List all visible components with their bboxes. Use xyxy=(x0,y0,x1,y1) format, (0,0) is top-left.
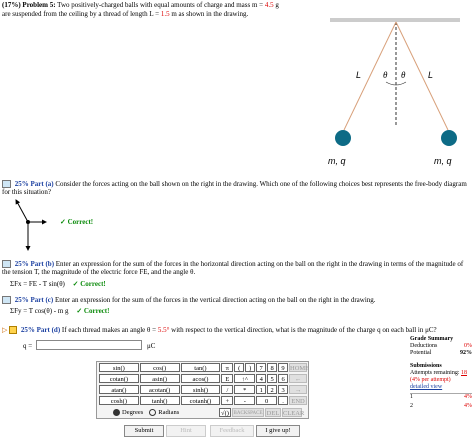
problem-statement xyxy=(2,1,472,19)
key-divide[interactable]: / xyxy=(221,385,233,394)
attempts-row xyxy=(410,370,472,377)
charge-input[interactable] xyxy=(36,340,142,350)
key-plus[interactable]: + xyxy=(221,396,233,405)
submissions-title: Submissions xyxy=(410,363,442,369)
part-a-status: ✓ Correct! xyxy=(60,218,94,226)
keypad-row-5 xyxy=(97,407,308,417)
length-value: 1.5 xyxy=(160,10,170,18)
key-decimal[interactable]: . xyxy=(278,396,288,405)
submission-row xyxy=(410,403,472,410)
key-asin[interactable]: asin() xyxy=(140,374,180,383)
label-theta-right: θ xyxy=(401,70,406,80)
part-a-header: 25% Part (a) xyxy=(14,180,54,188)
keypad-row-1 xyxy=(97,363,308,373)
charge-unit: μC xyxy=(147,342,156,350)
key-cotanh[interactable]: cotanh() xyxy=(181,396,221,405)
part-c-answer: ΣFy = T cos(θ) - m g xyxy=(10,307,69,315)
key-acotan[interactable]: acotan() xyxy=(140,385,180,394)
left-thread xyxy=(344,22,396,130)
key-open-paren[interactable]: ( xyxy=(234,363,244,372)
give-up-button[interactable]: I give up! xyxy=(256,425,300,437)
key-2[interactable]: 2 xyxy=(267,385,277,394)
part-b-answer: ΣFx = FE - T sin(θ) xyxy=(10,280,65,288)
key-power[interactable]: ↑^ xyxy=(234,374,255,383)
key-left-arrow[interactable]: ← xyxy=(289,374,307,383)
part-a-checkbox-icon[interactable] xyxy=(2,180,11,188)
part-b-text: Enter an expression for the sum of the forces in the horizontal direction acting on the ball on the right in the drawing in terms of the magnitude of the tension T, the magnitude of the electric force FE, and the angle θ. xyxy=(2,260,464,277)
key-home[interactable]: HOME xyxy=(290,365,310,372)
key-right-arrow[interactable]: → xyxy=(289,385,307,394)
label-mq-left: m, q xyxy=(328,156,346,166)
right-ball xyxy=(441,130,457,146)
key-multiply[interactable]: * xyxy=(234,385,255,394)
part-c-status: ✓ Correct! xyxy=(76,307,110,315)
key-atan[interactable]: atan() xyxy=(99,385,139,394)
submission-number: 2 xyxy=(410,403,413,409)
deductions-label: Deductions xyxy=(410,343,438,349)
part-b-checkbox-icon[interactable] xyxy=(2,260,11,268)
part-b-answer-row xyxy=(10,280,106,288)
key-cos[interactable]: cos() xyxy=(140,363,180,372)
grade-summary-title: Grade Summary xyxy=(410,336,454,342)
key-sqrt[interactable]: √() xyxy=(219,408,231,417)
problem-label: Problem 5: xyxy=(22,1,56,9)
part-d-header: 25% Part (d) xyxy=(20,326,61,334)
key-del[interactable]: DEL xyxy=(266,409,280,417)
problem-percent: (17%) xyxy=(2,1,21,9)
label-mq-right: m, q xyxy=(434,156,452,166)
degrees-radio[interactable] xyxy=(113,409,120,416)
part-c xyxy=(2,296,472,304)
detailed-view-link[interactable]: detailed view xyxy=(410,384,443,390)
key-3[interactable]: 3 xyxy=(278,385,288,394)
part-d xyxy=(2,326,472,334)
part-b xyxy=(2,260,472,276)
part-a xyxy=(2,180,472,196)
part-c-checkbox-icon[interactable] xyxy=(2,296,11,304)
label-L-left: L xyxy=(356,70,362,80)
attempts-value: 18 xyxy=(461,370,467,376)
charge-label: q = xyxy=(23,342,33,350)
key-tan[interactable]: tan() xyxy=(181,363,221,372)
keypad-row-2 xyxy=(97,374,308,384)
key-1[interactable]: 1 xyxy=(256,385,266,394)
submission-row xyxy=(410,394,472,401)
part-a-text: Consider the forces acting on the ball shown on the right in the drawing. Which one of the following choices best represents the free-body diagram for this situation? xyxy=(2,180,467,197)
key-4[interactable]: 4 xyxy=(256,374,266,383)
part-b-status: ✓ Correct! xyxy=(72,280,106,288)
fbd-ball xyxy=(26,220,30,224)
key-end[interactable]: END xyxy=(289,396,307,405)
angle-mode-group xyxy=(99,409,219,416)
deductions-value: 0% xyxy=(464,343,472,349)
key-8[interactable]: 8 xyxy=(267,363,277,372)
key-minus[interactable]: - xyxy=(234,396,255,405)
left-ball xyxy=(335,130,351,146)
attempts-label: Attempts remaining: xyxy=(410,370,460,376)
potential-label: Potential xyxy=(410,350,432,356)
deductions-row xyxy=(410,343,472,350)
fbd-tension-arrow xyxy=(16,200,28,222)
key-clear[interactable]: CLEAR xyxy=(283,409,305,417)
key-close-paren[interactable]: ) xyxy=(245,363,255,372)
potential-row xyxy=(410,350,472,357)
key-7[interactable]: 7 xyxy=(256,363,266,372)
part-b-header: 25% Part (b) xyxy=(14,260,55,268)
pendulum-figure xyxy=(300,18,474,176)
part-d-text-b: with respect to the vertical direction, what is the magnitude of the charge q on each ball in μC? xyxy=(169,326,437,334)
key-sinh[interactable]: sinh() xyxy=(181,385,221,394)
submission-deduction: 4% xyxy=(464,403,472,409)
key-sin[interactable]: sin() xyxy=(99,363,139,372)
key-6[interactable]: 6 xyxy=(278,374,288,383)
key-cotan[interactable]: cotan() xyxy=(99,374,139,383)
hint-button[interactable]: Hint xyxy=(166,425,206,437)
grade-summary xyxy=(410,336,472,410)
potential-value: 92% xyxy=(460,350,472,356)
part-c-header: 25% Part (c) xyxy=(14,296,54,304)
keypad-row-4 xyxy=(97,396,308,406)
radians-radio[interactable] xyxy=(149,409,156,416)
submission-number: 1 xyxy=(410,394,413,400)
submit-button[interactable]: Submit xyxy=(124,425,164,437)
expand-arrow-icon[interactable]: ▷ xyxy=(2,326,8,334)
angle-value: 5.5° xyxy=(157,326,170,334)
mass-value: 4.5 xyxy=(264,1,274,9)
part-c-text: Enter an expression for the sum of the forces in the vertical direction acting on the ball on the right in the drawing. xyxy=(54,296,376,304)
feedback-button[interactable]: Feedback xyxy=(210,425,254,437)
key-cosh[interactable]: cosh() xyxy=(99,396,139,405)
degrees-label: Degrees xyxy=(122,408,144,416)
problem-text-b: are suspended from the ceiling by a thread of length L = xyxy=(2,10,161,18)
key-9[interactable]: 9 xyxy=(278,363,288,372)
calculator-keypad xyxy=(96,361,309,419)
part-d-text-a: If each thread makes an angle θ = xyxy=(61,326,158,334)
key-acos[interactable]: acos() xyxy=(181,374,221,383)
key-backspace[interactable]: BACKSPACE xyxy=(232,408,264,417)
key-0[interactable]: 0 xyxy=(256,396,277,405)
key-tanh[interactable]: tanh() xyxy=(140,396,180,405)
label-theta-left: θ xyxy=(383,70,388,80)
free-body-diagram xyxy=(10,196,50,254)
submission-deduction: 4% xyxy=(464,394,472,400)
label-L-right: L xyxy=(428,70,434,80)
per-attempt: (4% per attempt) xyxy=(410,377,451,383)
part-c-answer-row xyxy=(10,307,109,315)
problem-text-a: Two positively-charged balls with equal amounts of charge and mass m = xyxy=(57,1,265,9)
radians-label: Radians xyxy=(158,408,180,416)
keypad-row-3 xyxy=(97,385,308,395)
part-d-status-icon xyxy=(9,326,17,334)
mass-unit: g xyxy=(275,1,279,9)
key-e[interactable]: E xyxy=(221,374,233,383)
problem-text-c: m as shown in the drawing. xyxy=(171,10,249,18)
key-pi[interactable]: π xyxy=(221,363,233,372)
key-5[interactable]: 5 xyxy=(267,374,277,383)
ceiling xyxy=(330,18,460,22)
